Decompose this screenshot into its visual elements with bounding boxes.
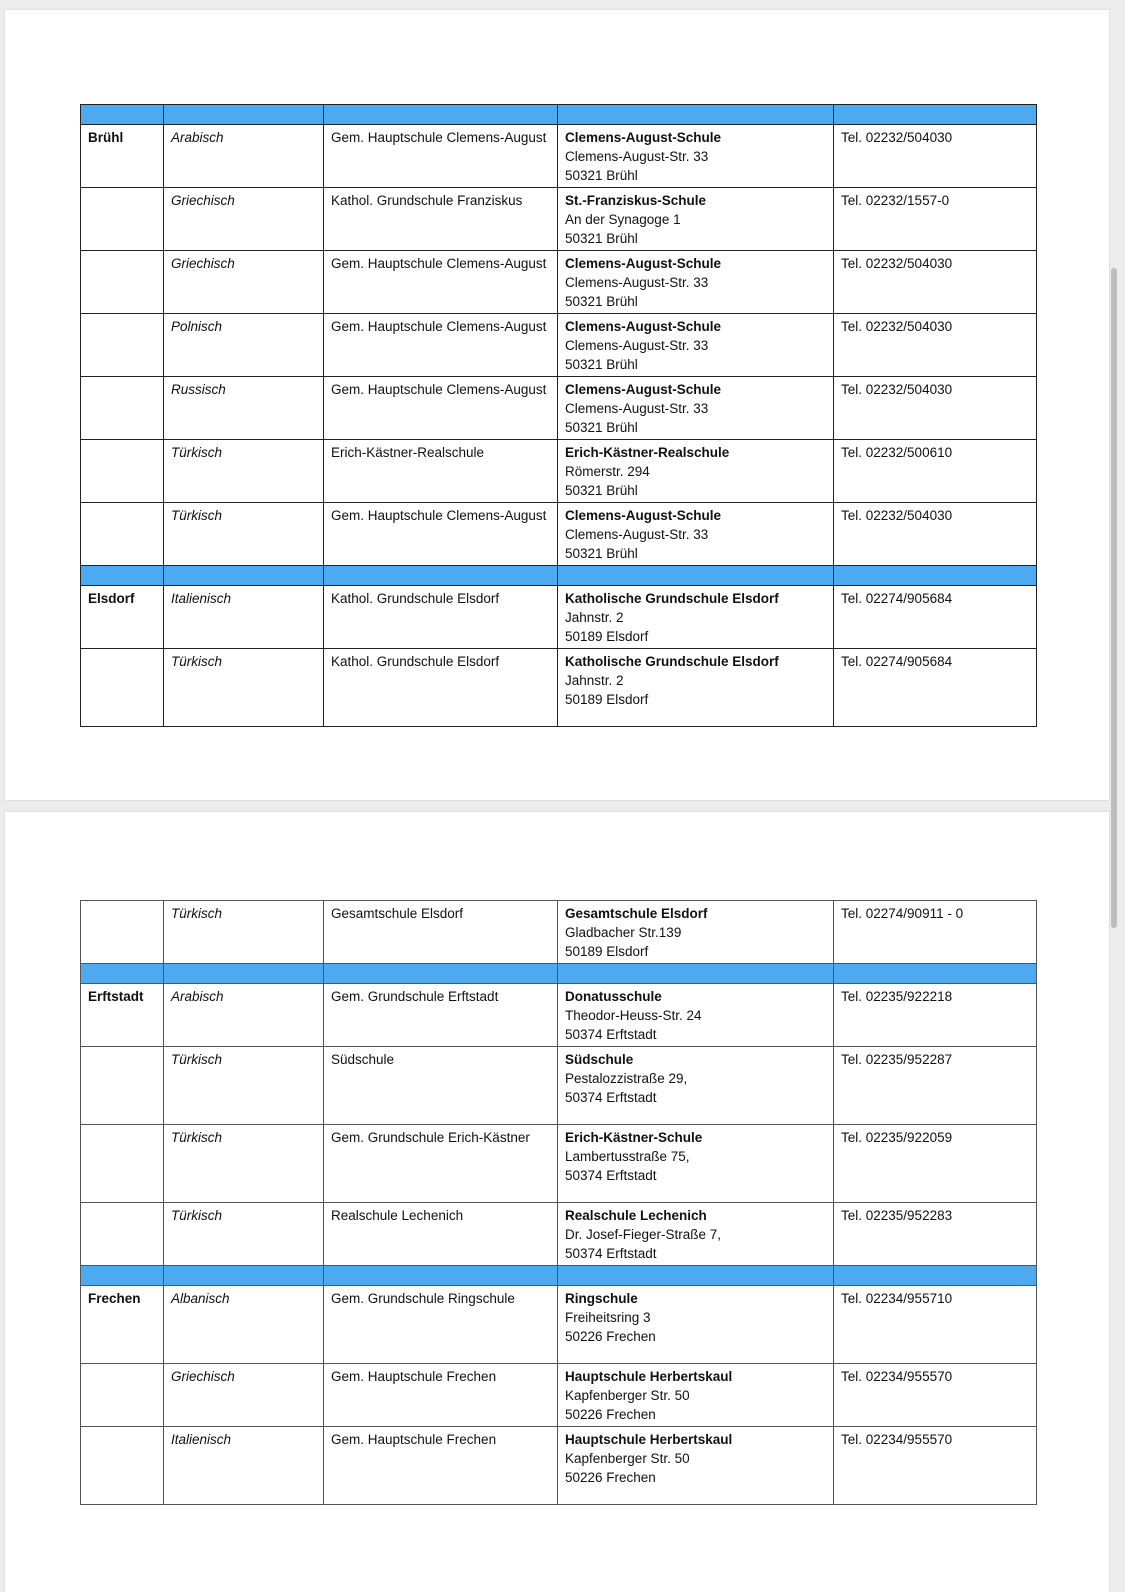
language-cell: Türkisch <box>164 503 324 566</box>
course-location-cell: Gem. Grundschule Erich-Kästner <box>324 1125 558 1203</box>
school-zip-city: 50226 Frechen <box>565 1329 656 1344</box>
course-location-cell: Südschule <box>324 1047 558 1125</box>
school-name: Clemens-August-Schule <box>565 256 722 271</box>
section-separator-row <box>81 964 1037 984</box>
course-location-cell: Gem. Hauptschule Frechen <box>324 1427 558 1505</box>
school-name: Clemens-August-Schule <box>565 508 722 523</box>
language-cell: Arabisch <box>164 125 324 188</box>
table-row <box>81 586 1037 649</box>
city-cell <box>81 1364 164 1427</box>
school-name: Donatusschule <box>565 989 662 1004</box>
city-cell: Brühl <box>81 125 164 188</box>
table-row <box>81 984 1037 1047</box>
separator-cell <box>834 105 1037 125</box>
course-location-cell: Gem. Hauptschule Clemens-August <box>324 251 558 314</box>
course-location-cell: Gem. Hauptschule Clemens-August <box>324 314 558 377</box>
school-zip-city: 50321 Brühl <box>565 231 638 246</box>
course-location-cell: Gem. Hauptschule Clemens-August <box>324 377 558 440</box>
section-separator-row <box>81 1266 1037 1286</box>
school-zip-city: 50374 Erftstadt <box>565 1168 657 1183</box>
language-cell: Italienisch <box>164 586 324 649</box>
school-name: Katholische Grundschule Elsdorf <box>565 591 779 606</box>
course-location-cell: Gem. Hauptschule Frechen <box>324 1364 558 1427</box>
school-zip-city: 50189 Elsdorf <box>565 692 649 707</box>
phone-cell: Tel. 02232/504030 <box>834 503 1037 566</box>
city-cell: Erftstadt <box>81 984 164 1047</box>
city-cell <box>81 1427 164 1505</box>
language-cell: Türkisch <box>164 649 324 727</box>
school-address-cell <box>558 377 834 440</box>
course-location-cell: Gesamtschule Elsdorf <box>324 901 558 964</box>
city-cell <box>81 188 164 251</box>
language-cell: Arabisch <box>164 984 324 1047</box>
city-cell <box>81 1047 164 1125</box>
school-zip-city: 50321 Brühl <box>565 546 638 561</box>
school-name: Katholische Grundschule Elsdorf <box>565 654 779 669</box>
separator-cell <box>81 105 164 125</box>
school-street: Kapfenberger Str. 50 <box>565 1451 690 1466</box>
school-address-cell <box>558 649 834 727</box>
phone-cell: Tel. 02234/955710 <box>834 1286 1037 1364</box>
school-zip-city: 50321 Brühl <box>565 483 638 498</box>
separator-cell <box>164 105 324 125</box>
school-street: An der Synagoge 1 <box>565 212 681 227</box>
city-cell <box>81 503 164 566</box>
school-street: Gladbacher Str.139 <box>565 925 682 940</box>
school-address-cell <box>558 251 834 314</box>
separator-cell <box>164 964 324 984</box>
language-cell: Russisch <box>164 377 324 440</box>
table-row <box>81 1125 1037 1203</box>
table-row <box>81 125 1037 188</box>
school-name: Gesamtschule Elsdorf <box>565 906 708 921</box>
separator-cell <box>558 1266 834 1286</box>
document-page-2 <box>5 812 1109 1592</box>
city-cell <box>81 649 164 727</box>
course-location-cell: Kathol. Grundschule Elsdorf <box>324 586 558 649</box>
school-address-cell <box>558 1125 834 1203</box>
course-location-cell: Kathol. Grundschule Franziskus <box>324 188 558 251</box>
school-street: Clemens-August-Str. 33 <box>565 275 709 290</box>
school-address-cell <box>558 440 834 503</box>
phone-cell: Tel. 02232/504030 <box>834 125 1037 188</box>
city-cell <box>81 251 164 314</box>
phone-cell: Tel. 02235/922059 <box>834 1125 1037 1203</box>
school-name: Clemens-August-Schule <box>565 382 722 397</box>
school-address-cell <box>558 586 834 649</box>
separator-cell <box>834 566 1037 586</box>
school-street: Jahnstr. 2 <box>565 610 624 625</box>
school-street: Kapfenberger Str. 50 <box>565 1388 690 1403</box>
school-zip-city: 50226 Frechen <box>565 1407 656 1422</box>
school-address-cell <box>558 1427 834 1505</box>
city-cell: Elsdorf <box>81 586 164 649</box>
table-row <box>81 1047 1037 1125</box>
school-name: Hauptschule Herbertskaul <box>565 1432 733 1447</box>
school-street: Dr. Josef-Fieger-Straße 7, <box>565 1227 722 1242</box>
course-location-cell: Realschule Lechenich <box>324 1203 558 1266</box>
city-cell <box>81 440 164 503</box>
school-name: Clemens-August-Schule <box>565 319 722 334</box>
school-street: Clemens-August-Str. 33 <box>565 401 709 416</box>
separator-cell <box>324 105 558 125</box>
language-cell: Griechisch <box>164 1364 324 1427</box>
separator-cell <box>324 566 558 586</box>
phone-cell: Tel. 02274/905684 <box>834 586 1037 649</box>
school-name: St.-Franziskus-Schule <box>565 193 707 208</box>
school-street: Lambertusstraße 75, <box>565 1149 690 1164</box>
course-location-cell: Erich-Kästner-Realschule <box>324 440 558 503</box>
phone-cell: Tel. 02232/504030 <box>834 314 1037 377</box>
school-street: Freiheitsring 3 <box>565 1310 651 1325</box>
separator-cell <box>834 964 1037 984</box>
school-name: Realschule Lechenich <box>565 1208 707 1223</box>
section-separator-row <box>81 105 1037 125</box>
language-cell: Polnisch <box>164 314 324 377</box>
language-cell: Italienisch <box>164 1427 324 1505</box>
school-zip-city: 50321 Brühl <box>565 420 638 435</box>
phone-cell: Tel. 02234/955570 <box>834 1364 1037 1427</box>
school-street: Clemens-August-Str. 33 <box>565 149 709 164</box>
separator-cell <box>834 1266 1037 1286</box>
course-location-cell: Gem. Grundschule Ringschule <box>324 1286 558 1364</box>
city-cell <box>81 1203 164 1266</box>
school-zip-city: 50189 Elsdorf <box>565 629 649 644</box>
phone-cell: Tel. 02235/922218 <box>834 984 1037 1047</box>
school-zip-city: 50226 Frechen <box>565 1470 656 1485</box>
table-row <box>81 1286 1037 1364</box>
table-row <box>81 649 1037 727</box>
language-cell: Albanisch <box>164 1286 324 1364</box>
table-row <box>81 188 1037 251</box>
phone-cell: Tel. 02234/955570 <box>834 1427 1037 1505</box>
phone-cell: Tel. 02232/504030 <box>834 377 1037 440</box>
scrollbar[interactable] <box>1111 268 1117 928</box>
school-street: Römerstr. 294 <box>565 464 650 479</box>
school-zip-city: 50321 Brühl <box>565 357 638 372</box>
phone-cell: Tel. 02274/90911 - 0 <box>834 901 1037 964</box>
separator-cell <box>164 566 324 586</box>
school-address-cell <box>558 125 834 188</box>
language-cell: Griechisch <box>164 251 324 314</box>
school-table <box>80 900 1037 1505</box>
course-location-cell: Gem. Grundschule Erftstadt <box>324 984 558 1047</box>
separator-cell <box>324 1266 558 1286</box>
table-row <box>81 440 1037 503</box>
school-street: Jahnstr. 2 <box>565 673 624 688</box>
school-table <box>80 104 1037 727</box>
table-row <box>81 1364 1037 1427</box>
school-zip-city: 50321 Brühl <box>565 168 638 183</box>
school-address-cell <box>558 503 834 566</box>
school-zip-city: 50374 Erftstadt <box>565 1246 657 1261</box>
school-street: Clemens-August-Str. 33 <box>565 527 709 542</box>
table-row <box>81 503 1037 566</box>
document-page-1 <box>5 10 1109 800</box>
phone-cell: Tel. 02274/905684 <box>834 649 1037 727</box>
school-address-cell <box>558 1047 834 1125</box>
school-street: Clemens-August-Str. 33 <box>565 338 709 353</box>
school-address-cell <box>558 1286 834 1364</box>
school-street: Theodor-Heuss-Str. 24 <box>565 1008 702 1023</box>
separator-cell <box>324 964 558 984</box>
table-row <box>81 314 1037 377</box>
phone-cell: Tel. 02235/952287 <box>834 1047 1037 1125</box>
phone-cell: Tel. 02235/952283 <box>834 1203 1037 1266</box>
school-address-cell <box>558 901 834 964</box>
city-cell: Frechen <box>81 1286 164 1364</box>
city-cell <box>81 377 164 440</box>
table-row <box>81 251 1037 314</box>
language-cell: Türkisch <box>164 1203 324 1266</box>
school-zip-city: 50189 Elsdorf <box>565 944 649 959</box>
table-row <box>81 1203 1037 1266</box>
language-cell: Türkisch <box>164 901 324 964</box>
separator-cell <box>164 1266 324 1286</box>
language-cell: Türkisch <box>164 440 324 503</box>
school-name: Clemens-August-Schule <box>565 130 722 145</box>
table-row <box>81 901 1037 964</box>
school-address-cell <box>558 188 834 251</box>
school-address-cell <box>558 314 834 377</box>
phone-cell: Tel. 02232/500610 <box>834 440 1037 503</box>
separator-cell <box>558 566 834 586</box>
separator-cell <box>81 566 164 586</box>
language-cell: Türkisch <box>164 1047 324 1125</box>
school-address-cell <box>558 984 834 1047</box>
school-address-cell <box>558 1364 834 1427</box>
phone-cell: Tel. 02232/1557-0 <box>834 188 1037 251</box>
separator-cell <box>81 964 164 984</box>
school-name: Hauptschule Herbertskaul <box>565 1369 733 1384</box>
phone-cell: Tel. 02232/504030 <box>834 251 1037 314</box>
course-location-cell: Kathol. Grundschule Elsdorf <box>324 649 558 727</box>
school-name: Südschule <box>565 1052 634 1067</box>
course-location-cell: Gem. Hauptschule Clemens-August <box>324 503 558 566</box>
school-name: Erich-Kästner-Schule <box>565 1130 703 1145</box>
school-name: Erich-Kästner-Realschule <box>565 445 730 460</box>
city-cell <box>81 314 164 377</box>
school-address-cell <box>558 1203 834 1266</box>
separator-cell <box>81 1266 164 1286</box>
language-cell: Griechisch <box>164 188 324 251</box>
table-row <box>81 1427 1037 1505</box>
school-zip-city: 50374 Erftstadt <box>565 1027 657 1042</box>
course-location-cell: Gem. Hauptschule Clemens-August <box>324 125 558 188</box>
section-separator-row <box>81 566 1037 586</box>
school-street: Pestalozzistraße 29, <box>565 1071 688 1086</box>
separator-cell <box>558 964 834 984</box>
table-row <box>81 377 1037 440</box>
city-cell <box>81 901 164 964</box>
school-name: Ringschule <box>565 1291 638 1306</box>
separator-cell <box>558 105 834 125</box>
school-zip-city: 50321 Brühl <box>565 294 638 309</box>
city-cell <box>81 1125 164 1203</box>
school-zip-city: 50374 Erftstadt <box>565 1090 657 1105</box>
language-cell: Türkisch <box>164 1125 324 1203</box>
